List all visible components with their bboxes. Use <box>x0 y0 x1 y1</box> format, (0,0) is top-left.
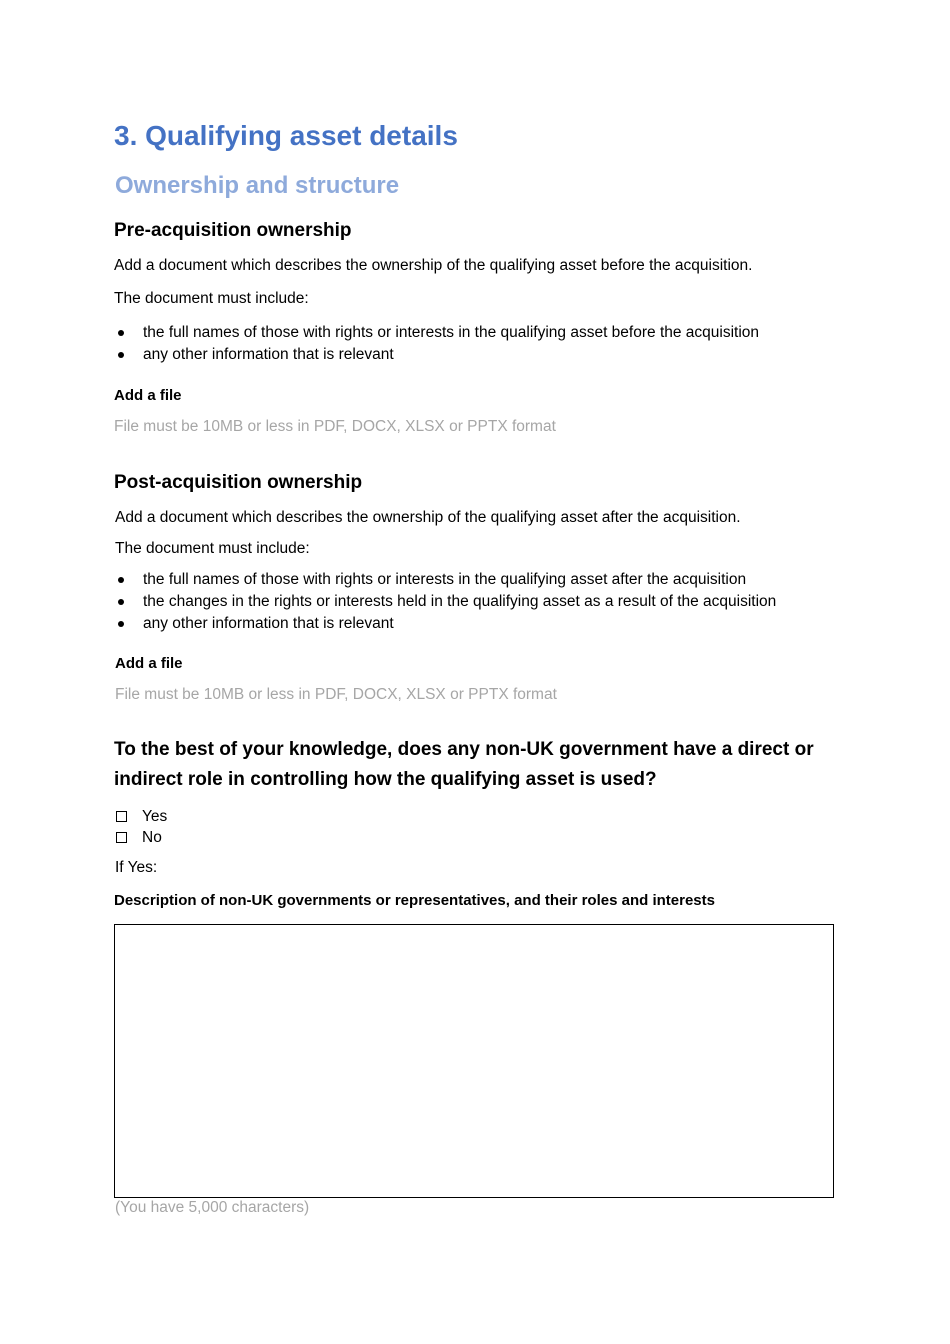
checkbox-icon[interactable] <box>116 832 127 843</box>
section-subtitle: Ownership and structure <box>115 172 400 199</box>
bullet-icon <box>118 577 124 583</box>
post-acquisition-bullet-list <box>114 569 776 635</box>
option-label: Yes <box>142 808 168 825</box>
government-control-options <box>114 806 167 848</box>
pre-acquisition-heading: Pre-acquisition ownership <box>114 220 352 241</box>
page-title: 3. Qualifying asset details <box>114 120 458 151</box>
list-item <box>114 344 759 366</box>
list-item <box>114 591 776 613</box>
bullet-icon <box>118 621 124 627</box>
pre-acquisition-add-file-label[interactable]: Add a file <box>114 387 182 404</box>
pre-acquisition-file-hint: File must be 10MB or less in PDF, DOCX, XLSX or PPTX format <box>114 418 556 435</box>
list-item <box>114 569 776 591</box>
list-item-text: any other information that is relevant <box>143 346 394 363</box>
post-acquisition-heading: Post-acquisition ownership <box>114 472 363 493</box>
bullet-icon <box>118 352 124 358</box>
pre-acquisition-intro: Add a document which describes the ownership of the qualifying asset before the acquisition. <box>114 257 753 274</box>
post-acquisition-must-include: The document must include: <box>115 540 310 557</box>
description-textarea[interactable] <box>114 924 834 1198</box>
list-item <box>114 322 759 344</box>
post-acquisition-add-file-label[interactable]: Add a file <box>115 655 183 672</box>
list-item-text: the full names of those with rights or interests in the qualifying asset before the acquisition <box>143 324 760 341</box>
if-yes-label: If Yes: <box>115 859 158 876</box>
list-item <box>114 613 776 635</box>
description-label: Description of non-UK governments or representatives, and their roles and interests <box>114 892 715 909</box>
post-acquisition-intro: Add a document which describes the ownership of the qualifying asset after the acquisition. <box>115 509 741 526</box>
bullet-icon <box>118 599 124 605</box>
option-label: No <box>142 829 162 846</box>
post-acquisition-file-hint: File must be 10MB or less in PDF, DOCX, XLSX or PPTX format <box>115 686 557 703</box>
option-no[interactable] <box>114 827 167 848</box>
government-control-question: To the best of your knowledge, does any non-UK government have a direct or indirect role in controlling how the qualifying asset is used? <box>114 739 814 790</box>
bullet-icon <box>118 330 124 336</box>
checkbox-icon[interactable] <box>116 811 127 822</box>
pre-acquisition-must-include: The document must include: <box>114 290 309 307</box>
list-item-text: any other information that is relevant <box>143 615 394 632</box>
option-yes[interactable] <box>114 806 167 827</box>
character-limit-hint: (You have 5,000 characters) <box>115 1199 310 1216</box>
list-item-text: the changes in the rights or interests held in the qualifying asset as a result of the acquisition <box>143 593 777 610</box>
pre-acquisition-bullet-list <box>114 322 759 366</box>
list-item-text: the full names of those with rights or interests in the qualifying asset after the acquisition <box>143 571 747 588</box>
